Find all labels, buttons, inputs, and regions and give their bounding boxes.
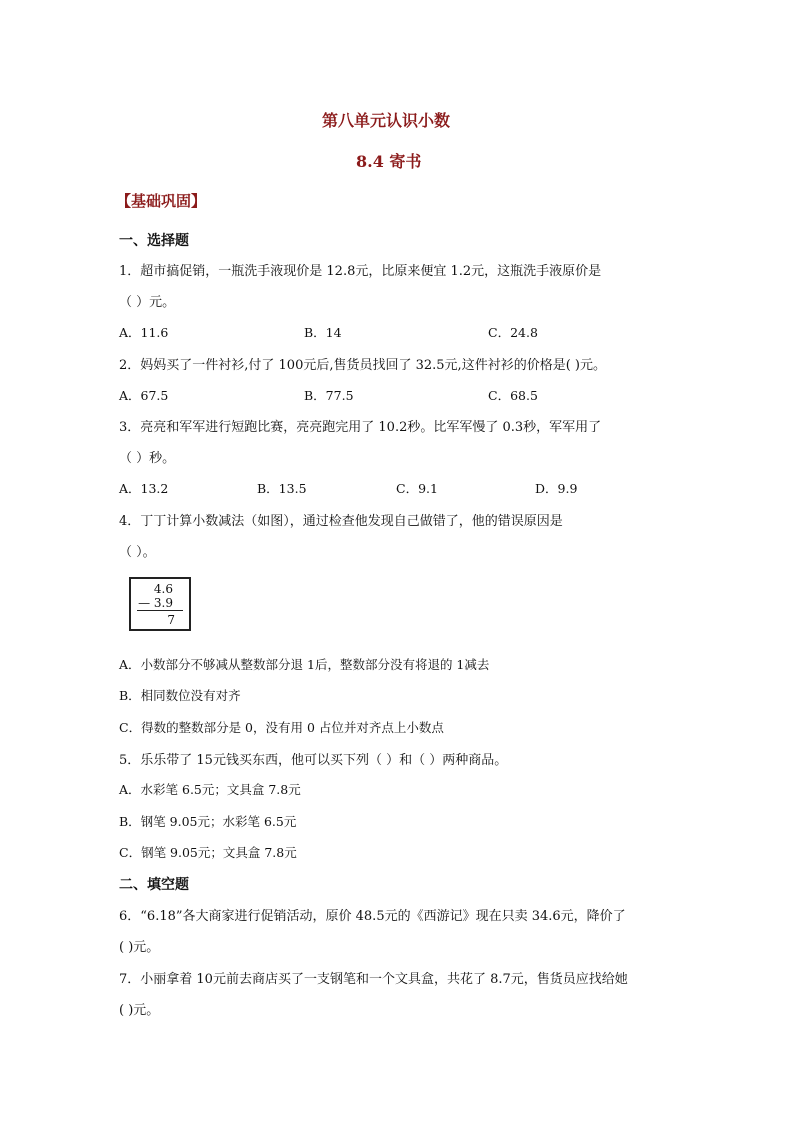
q2-option-b: B．77.5 — [304, 388, 354, 403]
q5-option-b: B．钢笔 9.05元；水彩笔 6.5元 — [119, 814, 297, 829]
q7-text: 7．小丽拿着 10元前去商店买了一支钢笔和一个文具盒，共花了 8.7元，售货员应找给她 — [119, 972, 628, 987]
q4-option-a: A．小数部分不够减从整数部分退 1后，整数部分没有将退的 1减去 — [119, 657, 490, 672]
q1-text: 1．超市搞促销，一瓶洗手液现价是 12.8元，比原来便宜 1.2元，这瓶洗手液原价是 — [119, 264, 602, 279]
part2-heading: 二、填空题 — [119, 877, 189, 893]
q1-option-c: C．24.8 — [488, 325, 538, 340]
subtraction-figure — [129, 577, 191, 631]
q3-blank: （ ）秒。 — [119, 451, 176, 466]
q6-text: 6．“6.18”各大商家进行促销活动，原价 48.5元的《西游记》现在只卖 34.6元，降价了 — [119, 909, 626, 924]
q2-option-c: C．68.5 — [488, 388, 538, 403]
q7-blank: ( )元。 — [119, 1003, 160, 1018]
figure-subtrahend: — 3.9 — [138, 596, 173, 610]
figure-rule — [137, 610, 183, 611]
lesson-title: 8.4 寄书 — [356, 152, 422, 171]
q3-option-b: B．13.5 — [257, 481, 307, 496]
q4-option-b: B．相同数位没有对齐 — [119, 688, 241, 703]
q1-blank: （ ）元。 — [119, 295, 176, 310]
q3-text: 3．亮亮和军军进行短跑比赛，亮亮跑完用了 10.2秒。比军军慢了 0.3秒，军军用了 — [119, 420, 602, 435]
q5-option-c: C．钢笔 9.05元；文具盒 7.8元 — [119, 845, 297, 860]
part1-heading: 一、选择题 — [119, 233, 189, 249]
q4-blank: （ ）。 — [119, 545, 156, 560]
q1-option-a: A．11.6 — [119, 325, 169, 340]
q2-option-a: A．67.5 — [119, 388, 169, 403]
q3-option-d: D．9.9 — [535, 481, 578, 496]
q1-option-b: B．14 — [304, 325, 342, 340]
figure-minuend: 4.6 — [153, 582, 173, 596]
q4-option-c: C．得数的整数部分是 0，没有用 0 占位并对齐点上小数点 — [119, 720, 444, 735]
q4-text: 4．丁丁计算小数减法（如图），通过检查他发现自己做错了，他的错误原因是 — [119, 514, 563, 529]
q3-option-c: C．9.1 — [396, 481, 438, 496]
q2-text: 2．妈妈买了一件衬衫,付了 100元后,售货员找回了 32.5元,这件衬衫的价格是( )元。 — [119, 358, 606, 373]
q5-text: 5．乐乐带了 15元钱买东西，他可以买下列（ ）和（ ）两种商品。 — [119, 753, 508, 768]
q5-option-a: A．水彩笔 6.5元；文具盒 7.8元 — [119, 782, 301, 797]
unit-title: 第八单元认识小数 — [322, 111, 451, 130]
figure-result: 7 — [167, 613, 175, 627]
section-tag-basic: 【基础巩固】 — [116, 192, 207, 210]
q3-option-a: A．13.2 — [119, 481, 169, 496]
q6-blank: ( )元。 — [119, 940, 160, 955]
